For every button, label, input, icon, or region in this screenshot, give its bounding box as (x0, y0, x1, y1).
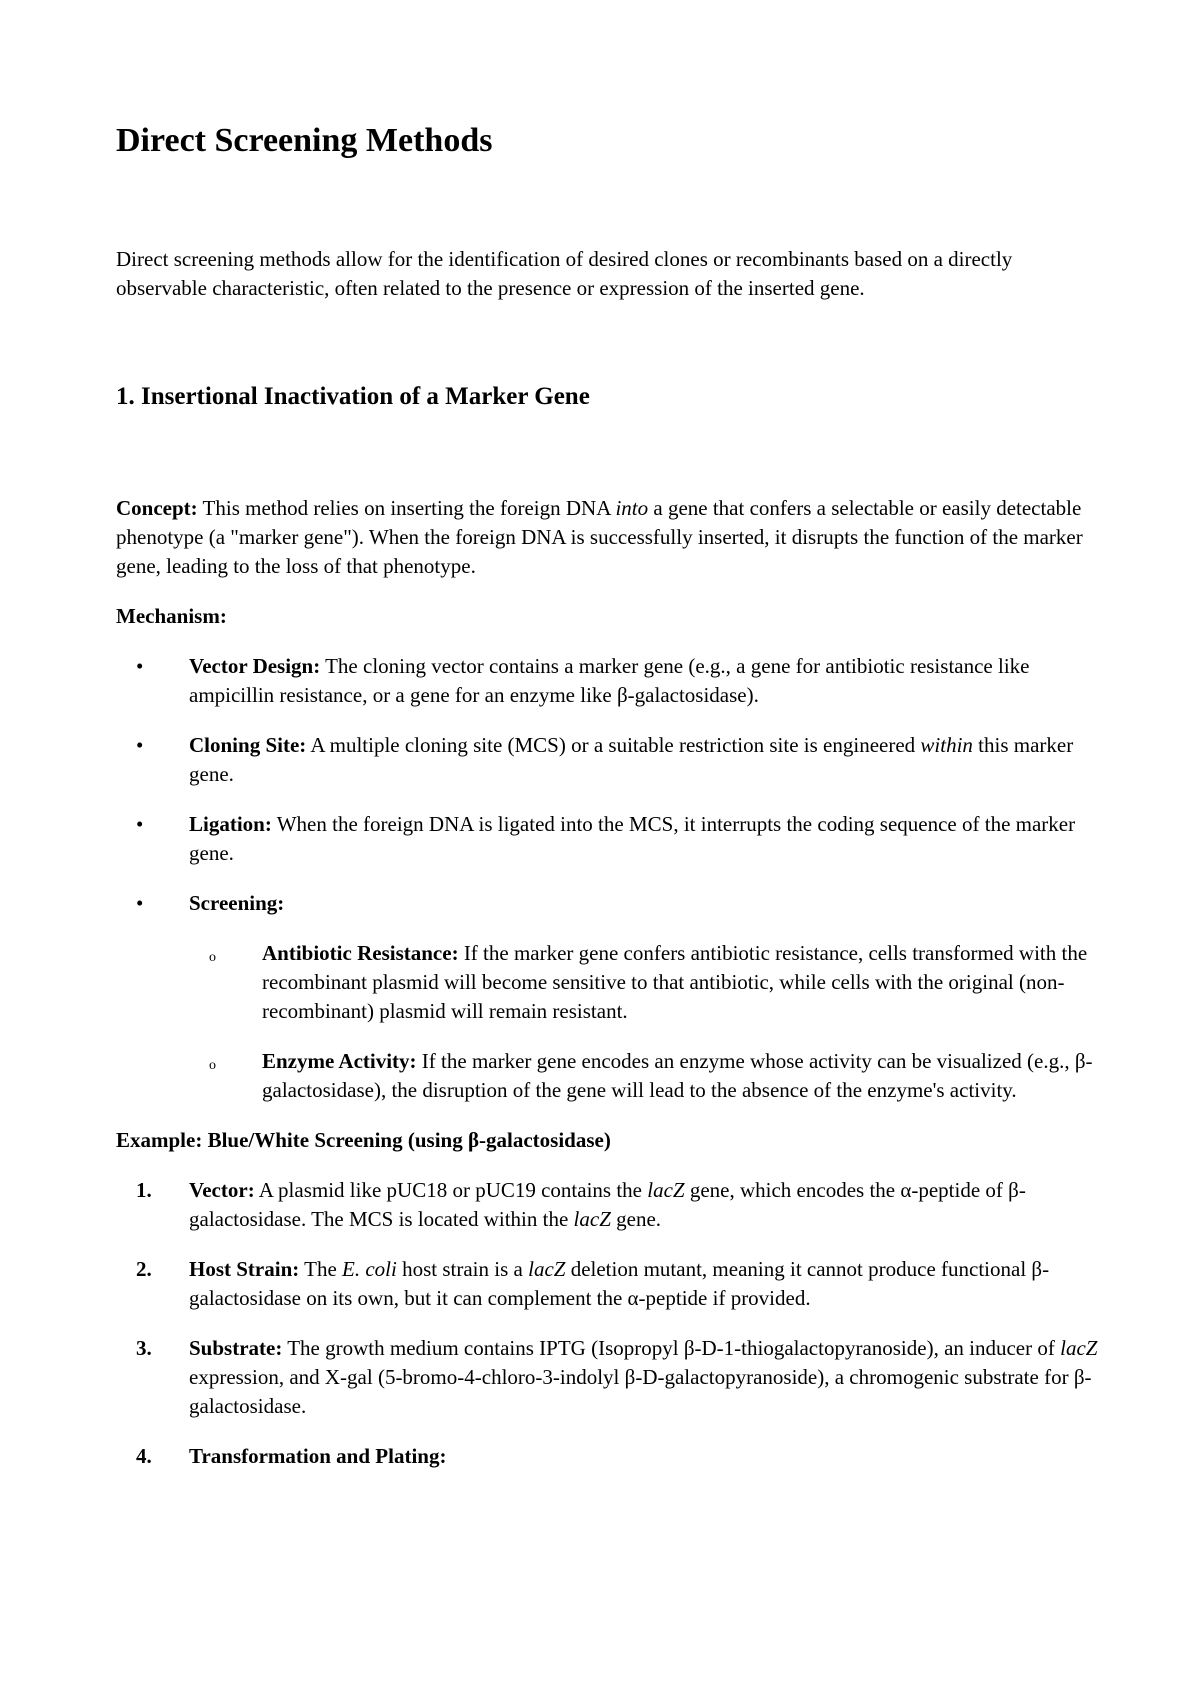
subitem-text: If the marker gene confers antibiotic resistance, cells transformed with the recombinant plasmid will become sensitive to that antibiotic, while cells with the original (non-recombinant) plasmid will remain resistant. (262, 941, 1088, 1023)
bullet-icon: • (136, 654, 144, 678)
step-emphasis: E. coli (342, 1257, 397, 1281)
example-heading: Example: Blue/White Screening (using β-galactosidase) (116, 1128, 611, 1152)
list-item-screening (116, 889, 1106, 1105)
step-number: 4. (136, 1444, 152, 1468)
step-text: host strain is a (396, 1257, 529, 1281)
item-label: Screening: (189, 891, 285, 915)
concept-text-2: a gene that confers a selectable or easily detectable phenotype (a "marker gene"). When the foreign DNA is successfully inserted, it disrupts the function of the marker gene, leading to the loss of that phenotype. (116, 496, 1083, 578)
item-label: Vector Design: (189, 654, 321, 678)
intro-paragraph: Direct screening methods allow for the identification of desired clones or recombinants based on a directly observable characteristic, often related to the presence or expression of the inserted gene. (116, 247, 1013, 300)
step-text: A plasmid like pUC18 or pUC19 contains the (254, 1178, 648, 1202)
step-label: Host Strain: (189, 1257, 300, 1281)
step-item-vector (116, 1176, 1106, 1234)
bullet-icon: • (136, 733, 144, 757)
step-item-transformation (116, 1442, 1106, 1471)
list-item-cloning-site (116, 731, 1106, 789)
step-number: 2. (136, 1257, 152, 1281)
example-steps-list (116, 1176, 1106, 1471)
step-text: The growth medium contains IPTG (Isopropyl β-D-1-thiogalactopyranoside), an inducer of (282, 1336, 1061, 1360)
screening-sublist (189, 939, 1106, 1105)
step-number: 3. (136, 1336, 152, 1360)
step-emphasis: lacZ (528, 1257, 566, 1281)
step-label: Substrate: (189, 1336, 283, 1360)
mechanism-label: Mechanism: (116, 604, 227, 628)
step-label: Transformation and Plating: (189, 1444, 447, 1468)
step-emphasis: lacZ (647, 1178, 685, 1202)
bullet-icon: • (136, 812, 144, 836)
item-text: The cloning vector contains a marker gene (e.g., a gene for antibiotic resistance like ampicillin resistance, or a gene for an enzyme like β-galactosidase). (189, 654, 1030, 707)
mechanism-list (116, 652, 1106, 1105)
step-item-substrate (116, 1334, 1106, 1421)
section-heading: 1. Insertional Inactivation of a Marker Gene (116, 383, 590, 410)
concept-emphasis: into (615, 496, 649, 520)
item-text: A multiple cloning site (MCS) or a suitable restriction site is engineered (306, 733, 921, 757)
step-text: gene, which encodes the α-peptide of β-galactosidase. The MCS is located within the (189, 1178, 1026, 1231)
sub-bullet-icon: o (209, 950, 216, 965)
bullet-icon: • (136, 891, 144, 915)
section-body (116, 494, 1106, 1492)
step-text: deletion mutant, meaning it cannot produce functional β-galactosidase on its own, but it can complement the α-peptide if provided. (189, 1257, 1050, 1310)
step-emphasis: lacZ (1060, 1336, 1098, 1360)
step-label: Vector: (189, 1178, 255, 1202)
sub-bullet-icon: o (209, 1058, 216, 1073)
concept-label: Concept: (116, 496, 198, 520)
list-item-ligation (116, 810, 1106, 868)
item-text: this marker gene. (189, 733, 1074, 786)
sublist-item-antibiotic-resistance (189, 939, 1106, 1026)
item-text: When the foreign DNA is ligated into the MCS, it interrupts the coding sequence of the marker gene. (189, 812, 1076, 865)
sublist-item-enzyme-activity (189, 1047, 1106, 1105)
concept-paragraph (116, 494, 1106, 581)
concept-text-1: This method relies on inserting the foreign DNA (197, 496, 616, 520)
step-text: The (299, 1257, 343, 1281)
page-title: Direct Screening Methods (116, 122, 493, 159)
subitem-label: Enzyme Activity: (262, 1049, 417, 1073)
subitem-text: If the marker gene encodes an enzyme whose activity can be visualized (e.g., β-galactosidase), the disruption of the gene will lead to the absence of the enzyme's activity. (262, 1049, 1093, 1102)
item-emphasis: within (920, 733, 973, 757)
step-number: 1. (136, 1178, 152, 1202)
list-item-vector-design (116, 652, 1106, 710)
item-label: Cloning Site: (189, 733, 307, 757)
step-emphasis: lacZ (573, 1207, 611, 1231)
subitem-label: Antibiotic Resistance: (262, 941, 459, 965)
step-text: gene. (610, 1207, 662, 1231)
step-item-host-strain (116, 1255, 1106, 1313)
item-label: Ligation: (189, 812, 272, 836)
step-text: expression, and X-gal (5-bromo-4-chloro-3-indolyl β-D-galactopyranoside), a chromogenic substrate for β-galactosidase. (189, 1365, 1092, 1418)
